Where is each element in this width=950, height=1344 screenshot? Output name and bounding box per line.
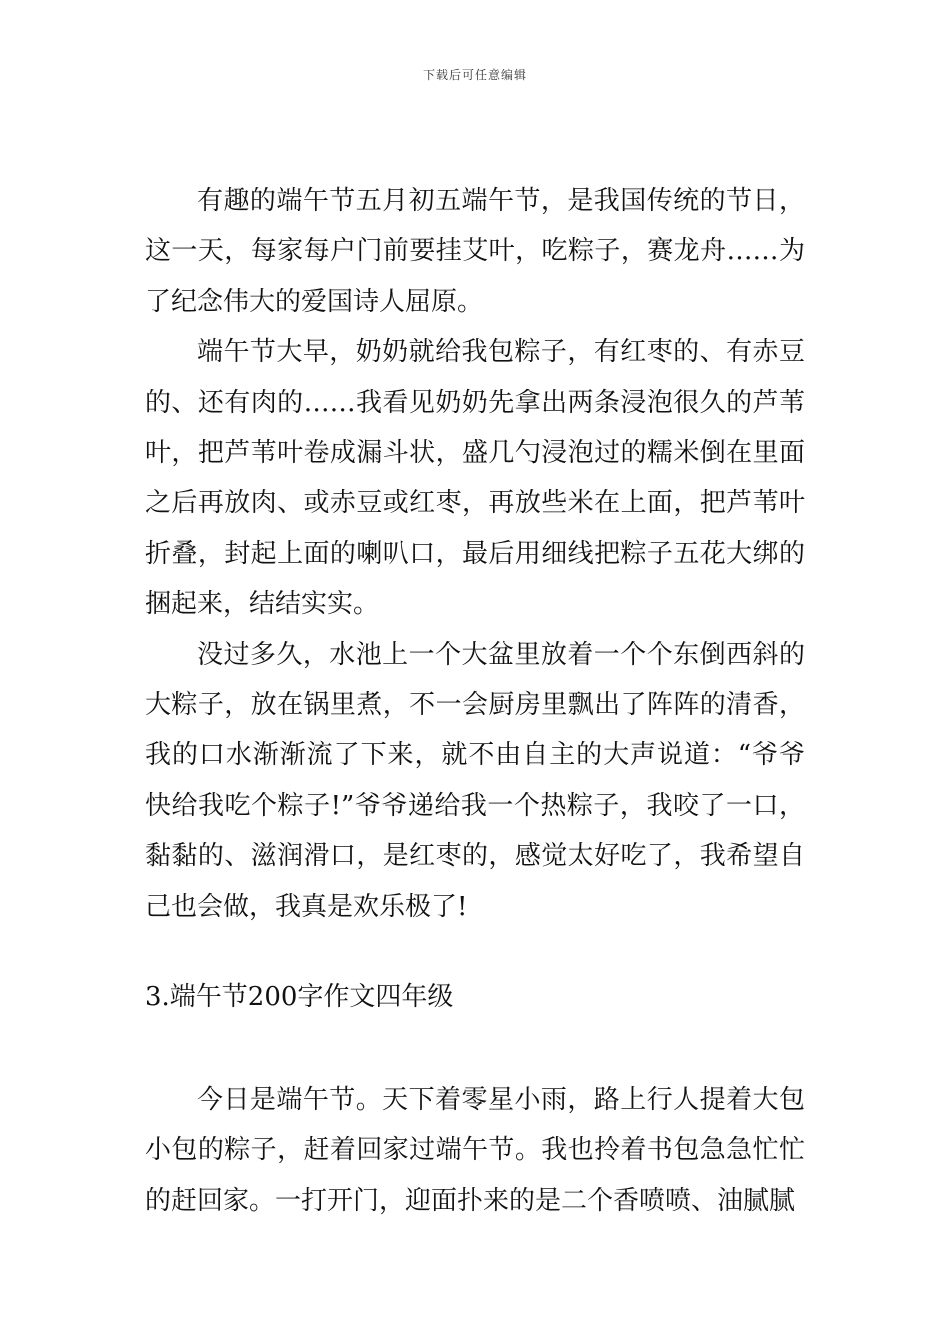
- article-body: [145, 176, 805, 932]
- section-heading: 3.端午节200字作文四年级: [145, 982, 454, 1012]
- paragraph: 端午节大早，奶奶就给我包粽子，有红枣的、有赤豆的、还有肉的……我看见奶奶先拿出两条浸泡很久的芦苇叶，把芦苇叶卷成漏斗状，盛几勺浸泡过的糯米倒在里面之后再放肉、或赤豆或红枣，再放些米在上面，把芦苇叶折叠，封起上面的喇叭口，最后用细线把粽子五花大绑的捆起来，结结实实。: [145, 337, 805, 620]
- paragraph: 今日是端午节。天下着零星小雨，路上行人提着大包小包的粽子，赶着回家过端午节。我也拎着书包急急忙忙的赶回家。一打开门，迎面扑来的是二个香喷喷、油腻腻: [145, 1085, 805, 1216]
- section-body: [145, 1075, 805, 1226]
- paragraph: 有趣的端午节五月初五端午节，是我国传统的节日，这一天，每家每户门前要挂艾叶，吃粽子，赛龙舟……为了纪念伟大的爱国诗人屈原。: [145, 186, 805, 317]
- paragraph: 没过多久，水池上一个大盆里放着一个个东倒西斜的大粽子，放在锅里煮，不一会厨房里飘出了阵阵的清香，我的口水渐渐流了下来，就不由自主的大声说道：“爷爷快给我吃个粽子!”爷爷递给我一个热粽子，我咬了一口，黏黏的、滋润滑口，是红枣的，感觉太好吃了，我希望自己也会做，我真是欢乐极了!: [145, 639, 805, 922]
- page-header-note: 下载后可任意编辑: [422, 68, 527, 82]
